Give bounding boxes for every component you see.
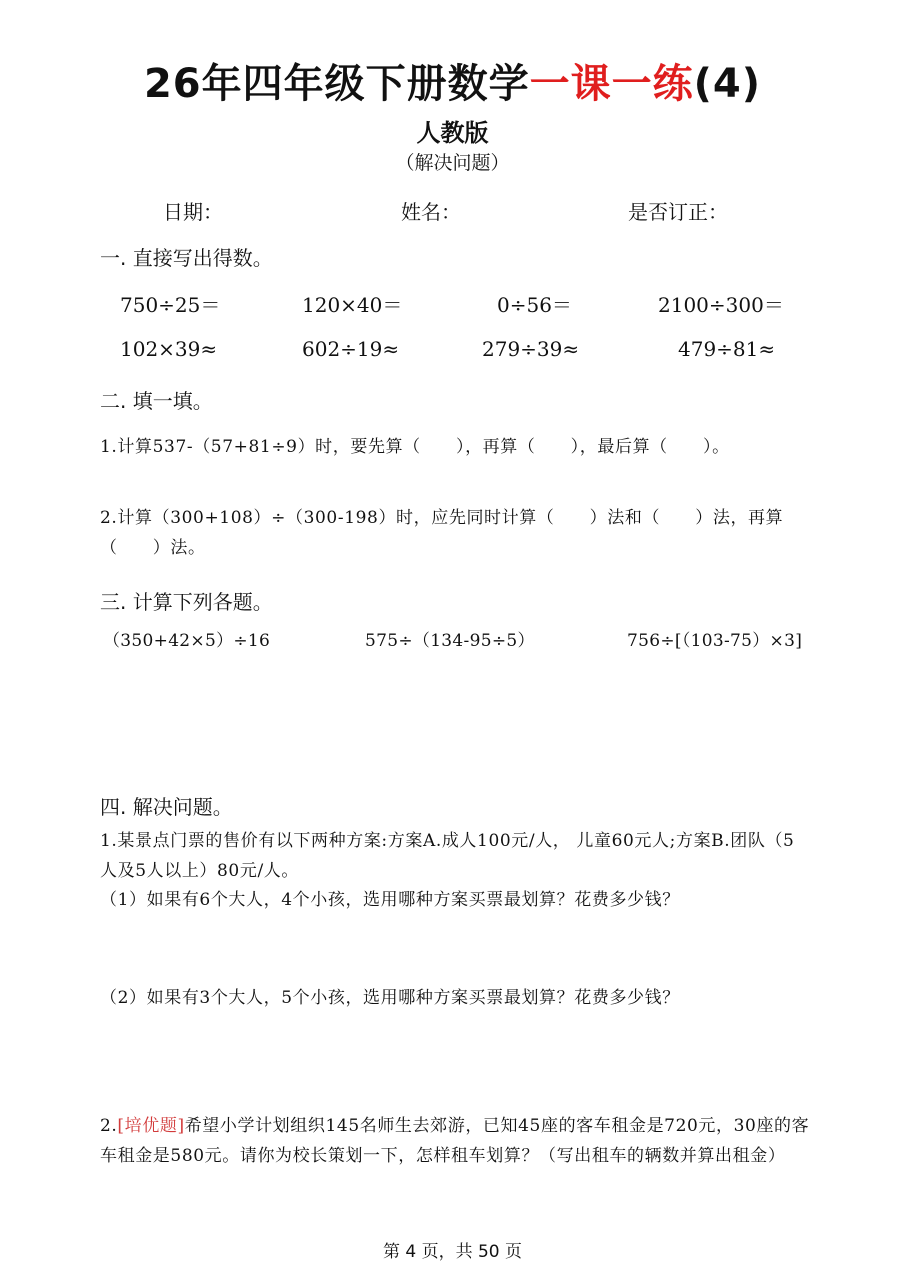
problem-1: 1.某景点门票的售价有以下两种方案:方案A.成人100元/人， 儿童60元人;方案B.团队（5人及5人以上）80元/人。 [100, 831, 795, 881]
page-title [0, 52, 905, 109]
problem-2 [100, 1111, 812, 1171]
page-footer: 第 4 页，共 50 页 [382, 1242, 523, 1262]
calc-item: 2100÷300＝ [658, 293, 784, 317]
problem-2-number: 2. [100, 1116, 118, 1136]
enrichment-tag: [培优题] [117, 1116, 185, 1136]
date-field-label: 日期： [163, 200, 223, 224]
section3-heading: 三. 计算下列各题。 [100, 590, 273, 614]
calc-item: 120×40＝ [302, 293, 403, 317]
calc-expression: （350+42×5）÷16 [103, 631, 271, 651]
fill-question-1: 1.计算537-（57+81÷9）时，要先算（ ），再算（ ），最后算（ ）。 [100, 437, 730, 457]
edition-label: 人教版 [416, 119, 489, 147]
problem-1-part-2: （2）如果有3个大人，5个小孩，选用哪种方案买票最划算？花费多少钱？ [100, 988, 680, 1008]
section1-heading: 一. 直接写出得数。 [100, 246, 273, 270]
title-main: 26年四年级下册数学 [143, 61, 530, 107]
problem-1-part-1: （1）如果有6个大人，4个小孩，选用哪种方案买票最划算？花费多少钱？ [100, 890, 680, 910]
title-suffix: (4) [693, 61, 762, 107]
calc-item: 750÷25＝ [120, 293, 221, 317]
fill-question-2: 2.计算（300+108）÷（300-198）时，应先同时计算（ ）法和（ ）法，再算（ ）法。 [100, 508, 784, 558]
topic-label: （解决问题） [395, 152, 510, 174]
section2-heading: 二. 填一填。 [100, 389, 213, 413]
calc-item: 602÷19≈ [302, 337, 400, 361]
calc-item: 102×39≈ [120, 337, 218, 361]
calc-expression: 756÷[（103-75）×3] [627, 631, 803, 651]
problem-2-text: 希望小学计划组织145名师生去郊游，已知45座的客车租金是720元，30座的客车租金是580元。请你为校长策划一下，怎样租车划算？（写出租车的辆数并算出租金） [100, 1116, 810, 1166]
calc-item: 479÷81≈ [678, 337, 776, 361]
name-field-label: 姓名： [401, 200, 461, 224]
title-highlight: 一课一练 [529, 61, 694, 107]
calc-item: 279÷39≈ [482, 337, 580, 361]
section4-heading: 四. 解决问题。 [100, 795, 233, 819]
calc-item: 0÷56＝ [497, 293, 572, 317]
calc-expression: 575÷（134-95÷5） [365, 631, 535, 651]
corrected-field-label: 是否订正： [628, 200, 728, 224]
